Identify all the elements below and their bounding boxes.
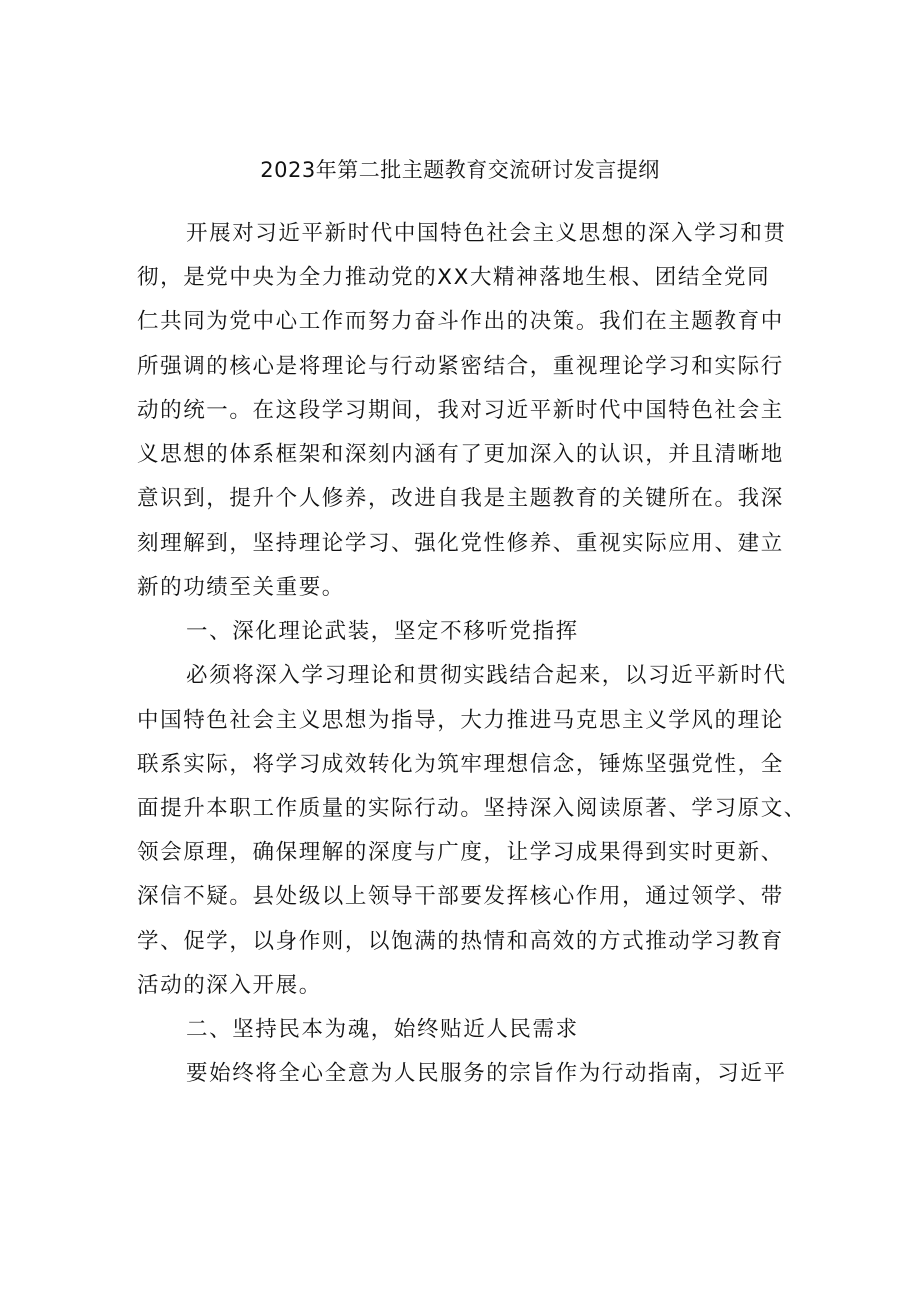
paragraph-2-line-8: 活动的深入开展。 [137,973,322,998]
section-heading-1: 一、深化理论武装，坚定不移听党指挥 [186,619,579,644]
paragraph-1-line-6: 义思想的体系框架和深刻内涵有了更加深入的认识，并且清晰地 [137,442,784,467]
paragraph-2-line-7: 学、促学，以身作则，以饱满的热情和高效的方式推动学习教育 [137,929,784,954]
paragraph-2-line-1: 必须将深入学习理论和贯彻实践结合起来，以习近平新时代 [186,663,787,688]
paragraph-3-line-1: 要始终将全心全意为人民服务的宗旨作为行动指南，习近平 [186,1061,787,1086]
section-heading-2: 二、坚持民本为魂，始终贴近人民需求 [186,1017,579,1042]
paragraph-2-line-6: 深信不疑。县处级以上领导干部要发挥核心作用，通过领学、带 [137,884,784,909]
paragraph-2-line-4: 面提升本职工作质量的实际行动。坚持深入阅读原著、学习原文、 [137,796,807,821]
paragraph-2-line-5: 领会原理，确保理解的深度与广度，让学习成果得到实时更新、 [137,840,784,865]
paragraph-1-line-8: 刻理解到，坚持理论学习、强化党性修养、重视实际应用、建立 [137,531,784,556]
paragraph-1-line-1: 开展对习近平新时代中国特色社会主义思想的深入学习和贯 [186,221,787,246]
paragraph-1-line-2: 彻，是党中央为全力推动党的XX大精神落地生根、团结全党同 [137,265,771,290]
paragraph-2-line-2: 中国特色社会主义思想为指导，大力推进马克思主义学风的理论 [137,708,784,733]
paragraph-1-line-7: 意识到，提升个人修养，改进自我是主题教育的关键所在。我深 [137,486,784,511]
paragraph-1-line-5: 动的统一。在这段学习期间，我对习近平新时代中国特色社会主 [137,398,784,423]
document-title: 2023年第二批主题教育交流研讨发言提纲 [260,158,660,182]
paragraph-2-line-3: 联系实际，将学习成效转化为筑牢理想信念，锤炼坚强党性，全 [137,752,784,777]
paragraph-1-line-9: 新的功绩至关重要。 [137,575,345,600]
paragraph-1-line-3: 仁共同为党中心工作而努力奋斗作出的决策。我们在主题教育中 [137,309,784,334]
paragraph-1-line-4: 所强调的核心是将理论与行动紧密结合，重视理论学习和实际行 [137,354,784,379]
